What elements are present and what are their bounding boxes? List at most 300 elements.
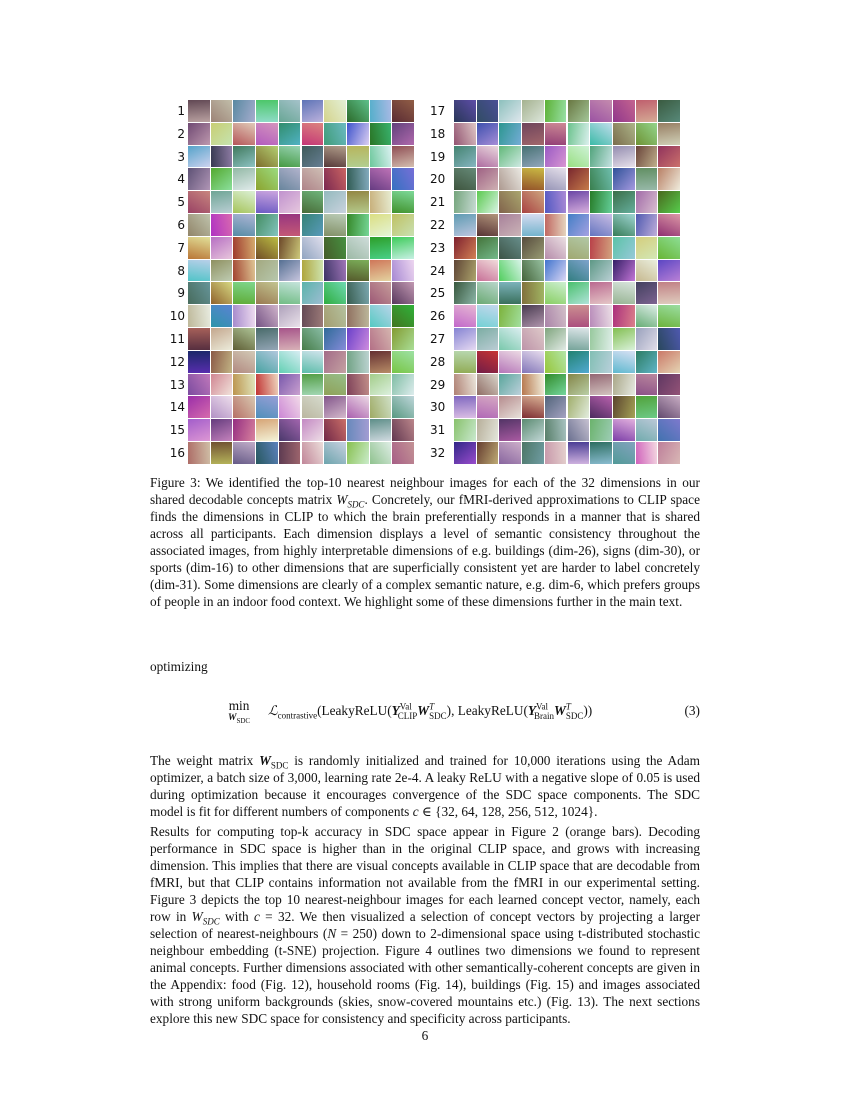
thumbnail-image — [454, 351, 476, 373]
row-label: 25 — [430, 286, 446, 301]
thumbnail-image — [256, 305, 278, 327]
thumbnail-image — [392, 351, 414, 373]
thumbnail-image — [347, 396, 369, 418]
thumbnail-image — [370, 191, 392, 213]
equation-min: min $W_{SDC}$ — [228, 698, 251, 725]
thumbnail-image — [568, 214, 590, 236]
thumbnail-image — [590, 442, 612, 464]
thumbnail-image — [233, 168, 255, 190]
thumbnail-image — [568, 282, 590, 304]
thumbnail-image — [370, 351, 392, 373]
thumbnail-image — [256, 214, 278, 236]
thumbnail-image — [477, 168, 499, 190]
thumbnail-image — [590, 328, 612, 350]
row-label: 21 — [430, 195, 446, 210]
thumbnail-image — [658, 305, 680, 327]
thumbnail-image — [256, 351, 278, 373]
thumbnail-image — [499, 305, 521, 327]
thumbnail-image — [636, 351, 658, 373]
thumbnail-image — [613, 419, 635, 441]
thumbnail-image — [568, 442, 590, 464]
thumbnail-image — [211, 282, 233, 304]
thumbnail-image — [279, 442, 301, 464]
thumbnail-image — [545, 191, 567, 213]
thumbnail-image — [545, 260, 567, 282]
thumbnail-image — [347, 100, 369, 122]
thumbnail-image — [392, 442, 414, 464]
row-label: 15 — [169, 423, 185, 438]
equation-body: $ℒ_{contrastive}(LeakyReLU(Y^{Val}_{CLIP}W^T_{SDC})$, $LeakyReLU(Y^{Val}_{Brain}W^T_{SDC})$) — [268, 701, 593, 721]
thumbnail-image — [392, 191, 414, 213]
thumbnail-image — [454, 191, 476, 213]
thumbnail-image — [636, 396, 658, 418]
thumbnail-image — [477, 305, 499, 327]
thumbnail-image — [658, 374, 680, 396]
image-grid-right — [454, 100, 681, 465]
thumbnail-image — [636, 100, 658, 122]
thumbnail-image — [302, 374, 324, 396]
thumbnail-image — [279, 351, 301, 373]
thumbnail-image — [211, 305, 233, 327]
thumbnail-image — [545, 351, 567, 373]
thumbnail-image — [302, 237, 324, 259]
thumbnail-image — [211, 123, 233, 145]
thumbnail-image — [324, 282, 346, 304]
thumbnail-image — [256, 282, 278, 304]
thumbnail-image — [522, 168, 544, 190]
thumbnail-image — [568, 305, 590, 327]
thumbnail-image — [568, 351, 590, 373]
thumbnail-image — [658, 442, 680, 464]
thumbnail-image — [499, 351, 521, 373]
row-label: 1 — [177, 104, 185, 118]
thumbnail-image — [188, 442, 210, 464]
thumbnail-image — [392, 419, 414, 441]
thumbnail-image — [613, 260, 635, 282]
thumbnail-image — [545, 123, 567, 145]
thumbnail-image — [302, 419, 324, 441]
thumbnail-image — [370, 282, 392, 304]
thumbnail-image — [279, 419, 301, 441]
thumbnail-image — [392, 396, 414, 418]
thumbnail-image — [613, 351, 635, 373]
thumbnail-image — [211, 237, 233, 259]
thumbnail-image — [545, 146, 567, 168]
row-label: 32 — [430, 446, 446, 460]
paragraph-2: Results for computing top-k accuracy in SDC space appear in Figure 2 (orange bars). Decoding performance in SDC space is higher than in the original CLIP space, and grows with increasing dimension. This implies that there are visual concepts available in CLIP space that are decodable from fMRI, but that CLIP contains information not available from the fMRI in our experimental setting. Figure 3 depicts the top 10 nearest-neighbour images for each learned concept vector, namely, each row in $W_{SDC}$ with c = 32. We then visualized a selection of concept vectors by projecting a larger selection of nearest-neighbours (N = 250) down to 2-dimensional space using t-distributed stochastic neighbour embedding (t-SNE) projection. Figure 4 outlines two dimensions we found to represent animal concepts. Further dimensions associated with other semantically-coherent concepts are given in the Appendix: food (Fig. 12), household rooms (Fig. 14), buildings (Fig. 15) and images associated with strong uniform backgrounds (skies, snow-covered mountains etc.) (Fig. 13). The next sections explore this new SDC space for consistency and specificity across participants. — [150, 824, 700, 1026]
thumbnail-image — [233, 305, 255, 327]
thumbnail-image — [613, 146, 635, 168]
row-label: 26 — [430, 309, 446, 324]
thumbnail-image — [324, 214, 346, 236]
thumbnail-image — [613, 191, 635, 213]
thumbnail-image — [568, 191, 590, 213]
thumbnail-image — [522, 396, 544, 418]
thumbnail-image — [477, 146, 499, 168]
thumbnail-image — [454, 214, 476, 236]
thumbnail-image — [613, 282, 635, 304]
thumbnail-image — [545, 214, 567, 236]
thumbnail-image — [454, 237, 476, 259]
thumbnail-image — [347, 123, 369, 145]
thumbnail-image — [211, 146, 233, 168]
thumbnail-image — [211, 419, 233, 441]
thumbnail-image — [658, 260, 680, 282]
thumbnail-image — [658, 328, 680, 350]
thumbnail-image — [279, 282, 301, 304]
thumbnail-image — [324, 100, 346, 122]
thumbnail-image — [522, 351, 544, 373]
row-label: 11 — [169, 332, 185, 346]
thumbnail-image — [499, 328, 521, 350]
thumbnail-image — [392, 260, 414, 282]
thumbnail-image — [499, 146, 521, 168]
row-label: 3 — [177, 149, 185, 164]
thumbnail-image — [370, 374, 392, 396]
thumbnail-image — [233, 374, 255, 396]
thumbnail-image — [211, 191, 233, 213]
thumbnail-image — [370, 168, 392, 190]
thumbnail-image — [477, 100, 499, 122]
thumbnail-image — [568, 123, 590, 145]
thumbnail-image — [188, 328, 210, 350]
thumbnail-image — [211, 214, 233, 236]
thumbnail-image — [454, 260, 476, 282]
thumbnail-image — [454, 123, 476, 145]
row-label: 2 — [177, 126, 185, 141]
row-label: 6 — [177, 218, 185, 232]
thumbnail-image — [392, 328, 414, 350]
thumbnail-image — [590, 260, 612, 282]
thumbnail-image — [392, 282, 414, 304]
thumbnail-image — [590, 214, 612, 236]
thumbnail-image — [188, 282, 210, 304]
thumbnail-image — [233, 260, 255, 282]
thumbnail-image — [233, 419, 255, 441]
thumbnail-image — [347, 168, 369, 190]
thumbnail-image — [477, 191, 499, 213]
thumbnail-image — [499, 100, 521, 122]
thumbnail-image — [613, 374, 635, 396]
thumbnail-image — [658, 237, 680, 259]
thumbnail-image — [477, 214, 499, 236]
thumbnail-image — [324, 146, 346, 168]
thumbnail-image — [302, 351, 324, 373]
thumbnail-image — [233, 191, 255, 213]
thumbnail-image — [658, 282, 680, 304]
thumbnail-image — [256, 123, 278, 145]
thumbnail-image — [347, 419, 369, 441]
thumbnail-image — [613, 100, 635, 122]
thumbnail-image — [522, 282, 544, 304]
thumbnail-image — [211, 328, 233, 350]
thumbnail-image — [545, 282, 567, 304]
thumbnail-image — [636, 260, 658, 282]
thumbnail-image — [613, 237, 635, 259]
thumbnail-image — [590, 305, 612, 327]
thumbnail-image — [477, 442, 499, 464]
thumbnail-image — [636, 374, 658, 396]
thumbnail-image — [324, 305, 346, 327]
row-label: 7 — [177, 240, 185, 255]
thumbnail-image — [347, 214, 369, 236]
thumbnail-image — [613, 305, 635, 327]
thumbnail-image — [658, 146, 680, 168]
thumbnail-image — [188, 374, 210, 396]
thumbnail-image — [392, 168, 414, 190]
thumbnail-image — [454, 100, 476, 122]
thumbnail-image — [454, 146, 476, 168]
thumbnail-image — [392, 237, 414, 259]
thumbnail-image — [545, 419, 567, 441]
thumbnail-image — [233, 237, 255, 259]
thumbnail-image — [370, 328, 392, 350]
thumbnail-image — [477, 123, 499, 145]
thumbnail-image — [499, 282, 521, 304]
row-label: 31 — [430, 423, 446, 438]
page-number: 6 — [421, 1028, 429, 1043]
row-label: 4 — [177, 172, 185, 187]
thumbnail-image — [233, 123, 255, 145]
thumbnail-image — [279, 146, 301, 168]
thumbnail-image — [347, 351, 369, 373]
thumbnail-image — [302, 282, 324, 304]
thumbnail-image — [636, 191, 658, 213]
thumbnail-image — [590, 282, 612, 304]
thumbnail-image — [568, 374, 590, 396]
thumbnail-image — [613, 396, 635, 418]
thumbnail-image — [499, 168, 521, 190]
thumbnail-image — [392, 146, 414, 168]
thumbnail-image — [658, 214, 680, 236]
thumbnail-image — [568, 396, 590, 418]
thumbnail-image — [279, 214, 301, 236]
intro-word: optimizing — [150, 659, 208, 674]
thumbnail-image — [590, 351, 612, 373]
thumbnail-image — [522, 237, 544, 259]
thumbnail-image — [636, 442, 658, 464]
thumbnail-image — [233, 396, 255, 418]
thumbnail-image — [324, 442, 346, 464]
thumbnail-image — [279, 260, 301, 282]
thumbnail-image — [522, 328, 544, 350]
row-label: 27 — [430, 332, 446, 346]
thumbnail-image — [370, 419, 392, 441]
thumbnail-image — [211, 442, 233, 464]
thumbnail-image — [499, 260, 521, 282]
thumbnail-image — [347, 305, 369, 327]
thumbnail-image — [256, 419, 278, 441]
thumbnail-image — [302, 214, 324, 236]
thumbnail-image — [302, 396, 324, 418]
thumbnail-image — [370, 214, 392, 236]
thumbnail-image — [233, 351, 255, 373]
thumbnail-image — [499, 237, 521, 259]
thumbnail-image — [545, 442, 567, 464]
row-label: 20 — [430, 172, 446, 187]
thumbnail-image — [613, 328, 635, 350]
thumbnail-image — [477, 396, 499, 418]
thumbnail-image — [590, 100, 612, 122]
thumbnail-image — [499, 419, 521, 441]
row-label: 8 — [177, 263, 185, 278]
thumbnail-image — [477, 351, 499, 373]
thumbnail-image — [454, 396, 476, 418]
thumbnail-image — [370, 442, 392, 464]
thumbnail-image — [613, 123, 635, 145]
thumbnail-image — [522, 305, 544, 327]
thumbnail-image — [636, 282, 658, 304]
thumbnail-image — [188, 123, 210, 145]
image-grid-left — [188, 100, 415, 465]
row-label: 19 — [430, 149, 446, 164]
thumbnail-image — [477, 328, 499, 350]
thumbnail-image — [279, 328, 301, 350]
thumbnail-image — [499, 191, 521, 213]
thumbnail-image — [233, 442, 255, 464]
thumbnail-image — [324, 237, 346, 259]
thumbnail-image — [256, 442, 278, 464]
thumbnail-image — [188, 191, 210, 213]
thumbnail-image — [370, 396, 392, 418]
row-label: 24 — [430, 263, 446, 278]
thumbnail-image — [256, 100, 278, 122]
thumbnail-image — [545, 100, 567, 122]
thumbnail-image — [568, 237, 590, 259]
thumbnail-image — [568, 146, 590, 168]
row-label: 5 — [177, 195, 185, 210]
thumbnail-image — [590, 146, 612, 168]
thumbnail-image — [658, 396, 680, 418]
thumbnail-image — [324, 260, 346, 282]
thumbnail-image — [370, 237, 392, 259]
thumbnail-image — [636, 328, 658, 350]
thumbnail-image — [324, 351, 346, 373]
thumbnail-image — [636, 419, 658, 441]
thumbnail-image — [613, 214, 635, 236]
thumbnail-image — [658, 191, 680, 213]
thumbnail-image — [590, 419, 612, 441]
thumbnail-image — [658, 123, 680, 145]
thumbnail-image — [590, 374, 612, 396]
thumbnail-image — [499, 442, 521, 464]
thumbnail-image — [568, 419, 590, 441]
thumbnail-image — [188, 237, 210, 259]
thumbnail-image — [636, 305, 658, 327]
thumbnail-image — [522, 123, 544, 145]
thumbnail-image — [658, 419, 680, 441]
thumbnail-image — [392, 214, 414, 236]
thumbnail-image — [233, 146, 255, 168]
thumbnail-image — [477, 282, 499, 304]
thumbnail-image — [590, 396, 612, 418]
thumbnail-image — [636, 146, 658, 168]
thumbnail-image — [211, 374, 233, 396]
thumbnail-image — [545, 374, 567, 396]
thumbnail-image — [545, 305, 567, 327]
thumbnail-image — [477, 237, 499, 259]
thumbnail-image — [256, 168, 278, 190]
equation — [150, 696, 700, 730]
thumbnail-image — [347, 328, 369, 350]
thumbnail-image — [347, 442, 369, 464]
thumbnail-image — [188, 351, 210, 373]
thumbnail-image — [188, 214, 210, 236]
thumbnail-image — [454, 282, 476, 304]
row-label: 18 — [430, 126, 446, 141]
thumbnail-image — [568, 168, 590, 190]
thumbnail-image — [658, 351, 680, 373]
thumbnail-image — [211, 351, 233, 373]
thumbnail-image — [347, 191, 369, 213]
thumbnail-image — [522, 191, 544, 213]
thumbnail-image — [302, 328, 324, 350]
thumbnail-image — [613, 442, 635, 464]
thumbnail-image — [279, 374, 301, 396]
thumbnail-image — [636, 214, 658, 236]
thumbnail-image — [188, 305, 210, 327]
thumbnail-image — [188, 168, 210, 190]
thumbnail-image — [499, 396, 521, 418]
thumbnail-image — [188, 100, 210, 122]
thumbnail-image — [370, 100, 392, 122]
thumbnail-image — [256, 260, 278, 282]
thumbnail-image — [302, 191, 324, 213]
thumbnail-image — [454, 305, 476, 327]
thumbnail-image — [347, 146, 369, 168]
thumbnail-image — [545, 396, 567, 418]
thumbnail-image — [324, 396, 346, 418]
thumbnail-image — [279, 396, 301, 418]
thumbnail-image — [279, 191, 301, 213]
thumbnail-image — [370, 146, 392, 168]
thumbnail-image — [658, 100, 680, 122]
thumbnail-image — [454, 442, 476, 464]
row-label: 13 — [169, 377, 185, 392]
thumbnail-image — [279, 237, 301, 259]
row-label: 16 — [169, 446, 185, 460]
thumbnail-image — [454, 419, 476, 441]
thumbnail-image — [233, 282, 255, 304]
thumbnail-image — [188, 396, 210, 418]
thumbnail-image — [302, 168, 324, 190]
thumbnail-image — [590, 237, 612, 259]
row-label: 12 — [169, 354, 185, 369]
thumbnail-image — [522, 260, 544, 282]
thumbnail-image — [324, 191, 346, 213]
thumbnail-image — [256, 374, 278, 396]
thumbnail-image — [324, 374, 346, 396]
row-label: 28 — [430, 354, 446, 369]
thumbnail-image — [545, 328, 567, 350]
thumbnail-image — [477, 260, 499, 282]
equation-number: (3) — [684, 703, 700, 718]
thumbnail-image — [545, 237, 567, 259]
thumbnail-image — [279, 123, 301, 145]
thumbnail-image — [499, 123, 521, 145]
thumbnail-image — [211, 168, 233, 190]
row-label: 22 — [430, 218, 446, 232]
row-label: 30 — [430, 400, 446, 415]
row-label: 9 — [177, 286, 185, 301]
thumbnail-image — [256, 328, 278, 350]
thumbnail-image — [522, 146, 544, 168]
thumbnail-image — [454, 328, 476, 350]
thumbnail-image — [613, 168, 635, 190]
row-label: 10 — [169, 309, 185, 324]
row-label: 23 — [430, 240, 446, 255]
thumbnail-image — [370, 123, 392, 145]
